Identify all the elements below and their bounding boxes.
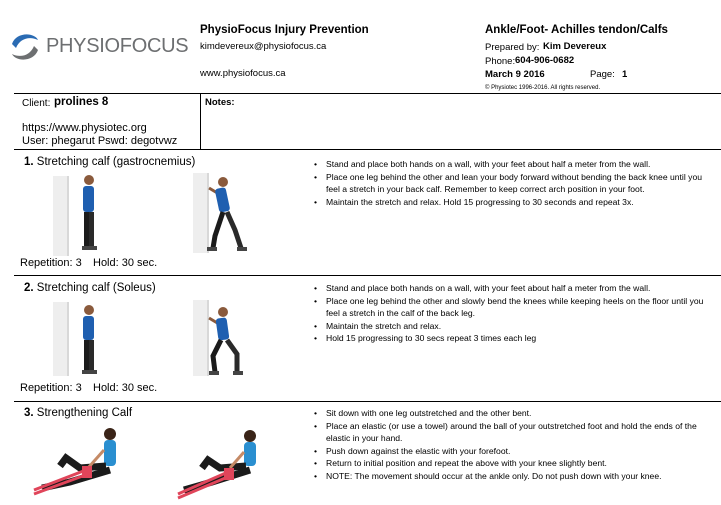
exercise-1-hold: Hold: 30 sec.: [93, 257, 158, 269]
exercise-2-instructions: [312, 282, 712, 345]
program-title: Ankle/Foot- Achilles tendon/Calfs: [485, 24, 668, 36]
list-item: • Maintain the stretch and relax. Hold 15 progressing to 30 seconds and repeat 3x.: [312, 196, 712, 209]
logo-text: PHYSIOFOCUS: [46, 35, 189, 57]
exercise-3-instructions: [312, 407, 717, 483]
physiofocus-logo: [8, 30, 189, 64]
exercise-2-image-start: [45, 296, 125, 378]
clinic-name: PhysioFocus Injury Prevention: [200, 24, 369, 36]
program-date: March 9 2016: [485, 69, 545, 80]
list-item: • Place an elastic (or use a towel) around the ball of your outstretched foot and hold the ends of the elastic in your hand.: [312, 420, 717, 445]
list-item: • Return to initial position and repeat the above with your knee slightly bent.: [312, 457, 717, 470]
list-item: • NOTE: The movement should occur at the ankle only. Do not push down with your knee.: [312, 470, 717, 483]
list-item: • Sit down with one leg outstretched and the other bent.: [312, 407, 717, 420]
client-url[interactable]: https://www.physiotec.org: [22, 122, 147, 134]
page-label: Page:: [590, 69, 615, 80]
divider-client-notes: [200, 93, 201, 149]
client-name: prolines 8: [54, 96, 109, 108]
list-item: • Push down against the elastic with your forefoot.: [312, 445, 717, 458]
exercise-3-image-press: [168, 424, 278, 502]
logo-swirl-icon: [8, 30, 42, 64]
exercise-3-image-start: [30, 424, 140, 502]
divider-ex1: [14, 275, 721, 276]
client-credentials: User: phegarut Pswd: degotvwz: [22, 135, 178, 147]
list-item: • Stand and place both hands on a wall, with your feet about half a meter from the wall.: [312, 158, 712, 171]
phone-value: 604-906-0682: [515, 55, 575, 66]
list-item: • Maintain the stretch and relax.: [312, 320, 712, 333]
divider-ex2: [14, 401, 721, 402]
clinic-website[interactable]: www.physiofocus.ca: [200, 68, 286, 79]
list-item: • Stand and place both hands on a wall, with your feet about half a meter from the wall.: [312, 282, 712, 295]
client-label: Client:: [22, 98, 51, 109]
copyright: © Physiotec 1996-2016. All rights reserved.: [485, 85, 601, 91]
list-item: • Hold 15 progressing to 30 secs repeat 3 times each leg: [312, 332, 712, 345]
page-number: 1: [622, 69, 628, 80]
exercise-1-image-stretch: [185, 168, 265, 258]
prepared-by-label: Prepared by:: [485, 42, 540, 53]
exercise-1-instructions: [312, 158, 712, 208]
notes-label: Notes:: [205, 97, 235, 108]
exercise-1-image-start: [45, 168, 125, 258]
list-item: • Place one leg behind the other and slowly bend the knees while keeping heels on the floor until you feel a stretch in the calf of the back leg.: [312, 295, 712, 320]
exercise-2-repetition: Repetition: 3: [20, 382, 82, 394]
exercise-1-title: 1. Stretching calf (gastrocnemius): [24, 156, 196, 168]
list-item: • Place one leg behind the other and lean your body forward without bending the back knee until you feel a stretch in your back calf. Remember to keep correct arch position in your foot.: [312, 171, 712, 196]
divider-client-bottom: [14, 149, 721, 150]
clinic-email[interactable]: kimdevereux@physiofocus.ca: [200, 41, 327, 52]
exercise-2-image-stretch: [185, 296, 265, 378]
phone-label: Phone:: [485, 56, 516, 67]
exercise-1-repetition: Repetition: 3: [20, 257, 82, 269]
divider-top: [14, 93, 721, 94]
exercise-3-title: 3. Strengthening Calf: [24, 407, 133, 419]
exercise-2-title: 2. Stretching calf (Soleus): [24, 282, 156, 294]
prepared-by-value: Kim Devereux: [543, 41, 607, 52]
exercise-2-hold: Hold: 30 sec.: [93, 382, 158, 394]
